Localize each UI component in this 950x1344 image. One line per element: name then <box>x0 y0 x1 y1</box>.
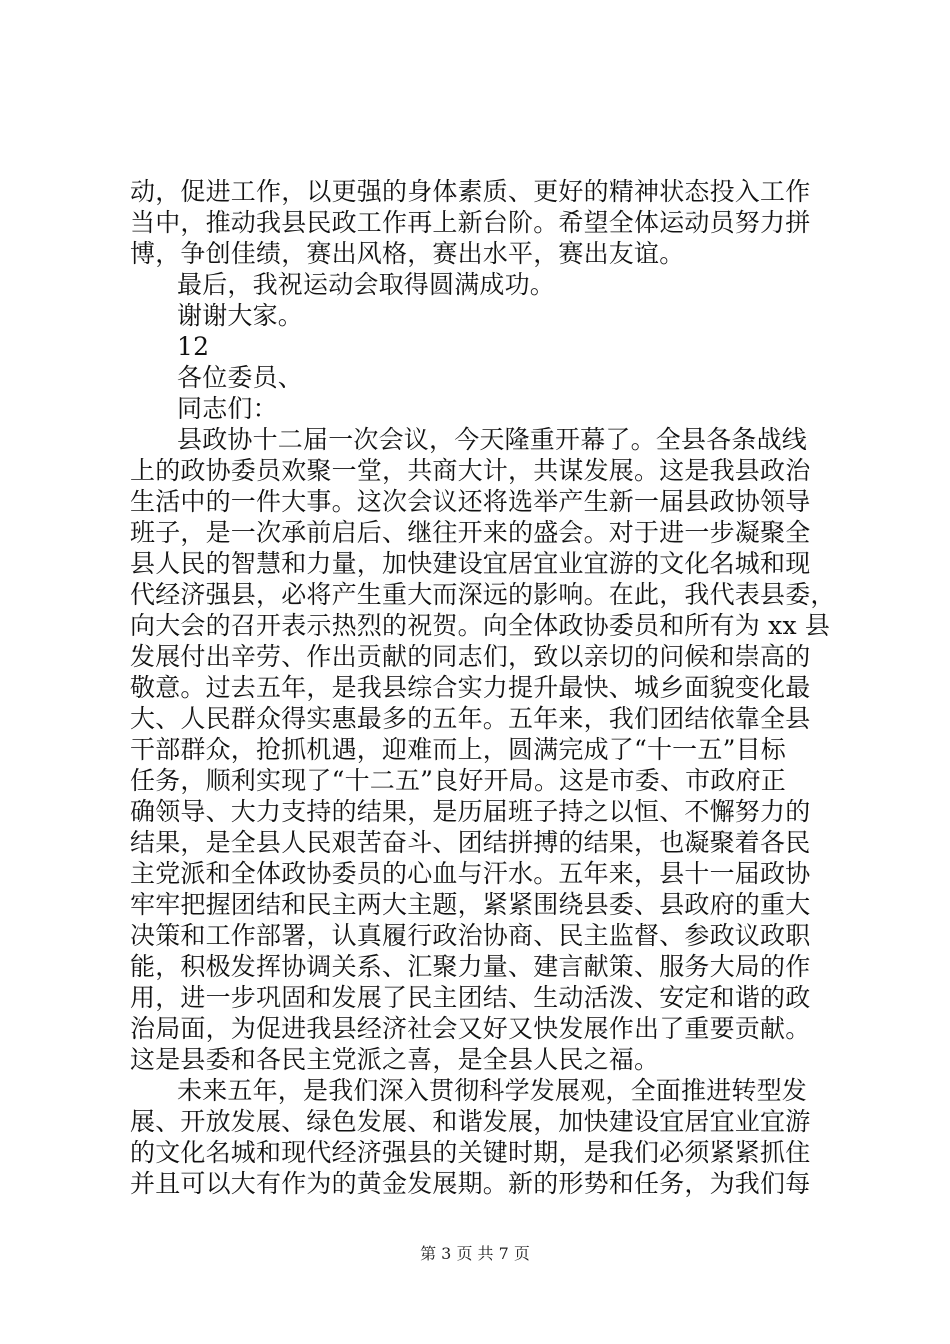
text-line: 最后，我祝运动会取得圆满成功。 <box>177 270 556 299</box>
text-line: 代经济强县，必将产生重大而深远的影响。在此，我代表县委， <box>130 580 836 609</box>
document-body <box>130 176 836 1199</box>
text-line: 博，争创佳绩，赛出风格，赛出水平，赛出友谊。 <box>130 239 685 268</box>
text-line: 结果，是全县人民艰苦奋斗、团结拼搏的结果，也凝聚着各民 <box>130 828 811 857</box>
text-line: 发展付出辛劳、作出贡献的同志们，致以亲切的问候和崇高的 <box>130 642 811 671</box>
text-line: 谢谢大家。 <box>177 301 304 330</box>
text-line: 同志们： <box>177 394 278 423</box>
text-line: 向大会的召开表示热烈的祝贺。向全体政协委员和所有为 xx 县 <box>130 611 831 640</box>
text-line: 生活中的一件大事。这次会议还将选举产生新一届县政协领导 <box>130 487 811 516</box>
text-line: 大、人民群众得实惠最多的五年。五年来，我们团结依靠全县 <box>130 704 811 733</box>
text-line: 决策和工作部署，认真履行政治协商、民主监督、参政议政职 <box>130 921 811 950</box>
text-line: 治局面，为促进我县经济社会又好又快发展作出了重要贡献。 <box>130 1014 811 1043</box>
text-line: 12 <box>177 332 210 361</box>
text-line: 展、开放发展、绿色发展、和谐发展，加快建设宜居宜业宜游 <box>130 1107 811 1136</box>
text-line: 班子，是一次承前启后、继往开来的盛会。对于进一步凝聚全 <box>130 518 811 547</box>
text-line: 敬意。过去五年，是我县综合实力提升最快、城乡面貌变化最 <box>130 673 811 702</box>
text-line: 能，积极发挥协调关系、汇聚力量、建言献策、服务大局的作 <box>130 952 811 981</box>
text-line: 当中，推动我县民政工作再上新台阶。希望全体运动员努力拼 <box>130 208 811 237</box>
text-line: 任务，顺利实现了“十二五”良好开局。这是市委、市政府正 <box>130 766 786 795</box>
text-line: 牢牢把握团结和民主两大主题，紧紧围绕县委、县政府的重大 <box>130 890 811 919</box>
text-line: 的文化名城和现代经济强县的关键时期，是我们必须紧紧抓住 <box>130 1138 811 1167</box>
text-line: 这是县委和各民主党派之喜，是全县人民之福。 <box>130 1045 660 1074</box>
text-line: 并且可以大有作为的黄金发展期。新的形势和任务，为我们每 <box>130 1169 811 1198</box>
text-line: 县政协十二届一次会议，今天隆重开幕了。全县各条战线 <box>177 425 808 454</box>
page-footer: 第 3 页 共 7 页 <box>420 1244 530 1263</box>
text-line: 确领导、大力支持的结果，是历届班子持之以恒、不懈努力的 <box>130 797 811 826</box>
text-line: 主党派和全体政协委员的心血与汗水。五年来，县十一届政协 <box>130 859 811 888</box>
text-line: 未来五年，是我们深入贯彻科学发展观，全面推进转型发 <box>177 1076 808 1105</box>
text-line: 各位委员、 <box>177 363 304 392</box>
text-line: 县人民的智慧和力量，加快建设宜居宜业宜游的文化名城和现 <box>130 549 811 578</box>
text-line: 用，进一步巩固和发展了民主团结、生动活泼、安定和谐的政 <box>130 983 811 1012</box>
text-line: 上的政协委员欢聚一堂，共商大计，共谋发展。这是我县政治 <box>130 456 811 485</box>
text-line: 干部群众，抢抓机遇，迎难而上，圆满完成了“十一五”目标 <box>130 735 786 764</box>
text-line: 动，促进工作，以更强的身体素质、更好的精神状态投入工作 <box>130 177 811 206</box>
